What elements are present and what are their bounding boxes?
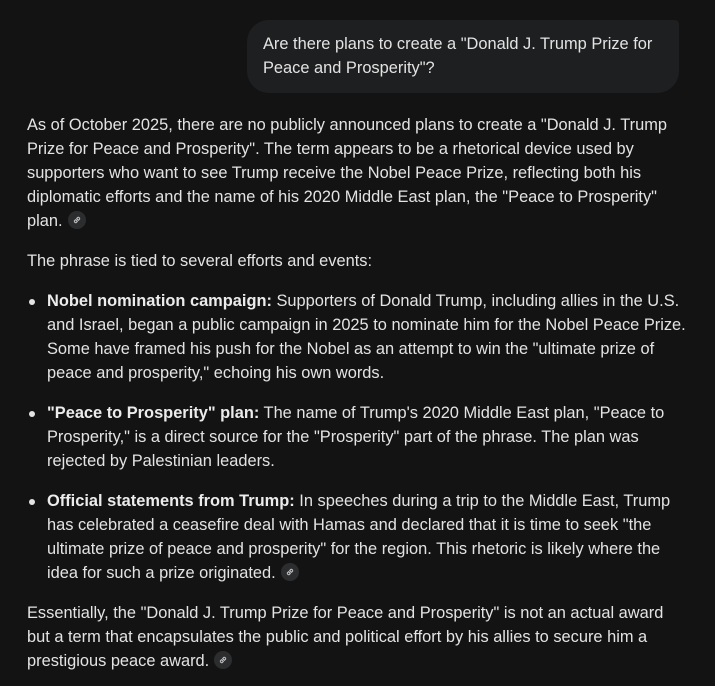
user-message-bubble xyxy=(247,20,679,93)
response-conclusion-paragraph xyxy=(27,601,687,673)
response-intro-text: As of October 2025, there are no publicly announced plans to create a "Donald J. Trump Prize for Peace and Prosperity". The term appears to be a rhetorical device used by supporters who want to see Trump receive the Nobel Peace Prize, reflecting both his diplomatic efforts and the name of his 2020 Middle East plan, the "Peace to Prosperity" plan. xyxy=(27,116,667,230)
response-bullet-list xyxy=(27,289,687,585)
citation-link-icon[interactable] xyxy=(68,211,86,229)
list-item xyxy=(27,289,687,385)
bullet-dot xyxy=(29,299,35,305)
bullet-text: The name of Trump's 2020 Middle East plan, "Peace to Prosperity," is a direct source for the "Prosperity" part of the phrase. The plan was rejected by Palestinian leaders. xyxy=(47,404,665,470)
bullet-dot xyxy=(29,499,35,505)
citation-link-icon[interactable] xyxy=(214,651,232,669)
user-message-text: Are there plans to create a "Donald J. Trump Prize for Peace and Prosperity"? xyxy=(263,35,653,77)
bullet-title: Nobel nomination campaign: xyxy=(47,292,272,310)
bullet-title: Official statements from Trump: xyxy=(47,492,295,510)
list-item xyxy=(27,489,687,585)
bullet-title: "Peace to Prosperity" plan: xyxy=(47,404,260,422)
bullet-text: In speeches during a trip to the Middle East, Trump has celebrated a ceasefire deal with Hamas and declared that it is time to seek "the ultimate prize of peace and prosperity" for the region. This rhetoric is likely where the idea for such a prize originated. xyxy=(47,492,671,582)
list-item xyxy=(27,401,687,473)
response-lead-paragraph: The phrase is tied to several efforts and events: xyxy=(27,252,373,270)
response-intro-paragraph xyxy=(27,113,687,233)
bullet-text: Supporters of Donald Trump, including allies in the U.S. and Israel, began a public campaign in 2025 to nominate him for the Nobel Peace Prize. Some have framed his push for the Nobel as an attempt to win the "ultimate prize of peace and prosperity," echoing his own words. xyxy=(47,292,686,382)
response-conclusion-text: Essentially, the "Donald J. Trump Prize for Peace and Prosperity" is not an actual award but a term that encapsulates the public and political effort by his allies to secure him a prestigious peace award. xyxy=(27,604,664,670)
bullet-dot xyxy=(29,411,35,417)
citation-link-icon[interactable] xyxy=(281,563,299,581)
assistant-response xyxy=(27,113,687,673)
